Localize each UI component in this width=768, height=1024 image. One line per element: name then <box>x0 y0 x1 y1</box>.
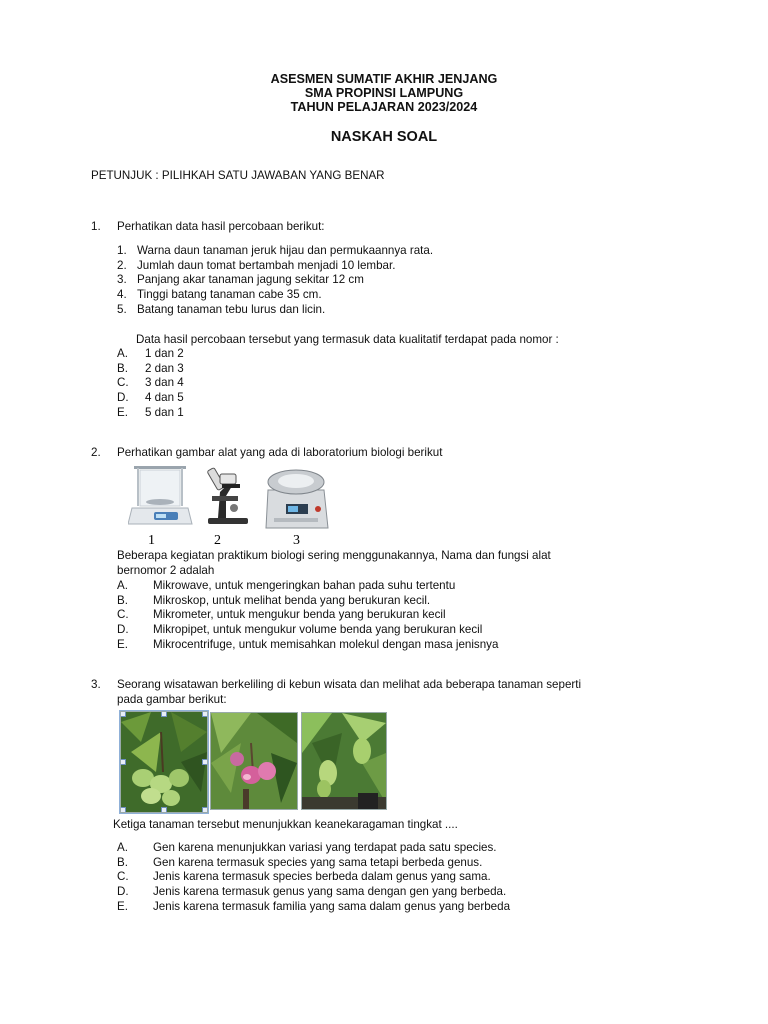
header-line-1: ASESMEN SUMATIF AKHIR JENJANG <box>270 72 498 86</box>
resize-handle[interactable] <box>120 759 126 765</box>
answer-options <box>117 347 184 421</box>
answer-option[interactable]: B. 2 dan 3 <box>117 361 184 375</box>
image-label-2: 2 <box>214 533 221 548</box>
mango-photo-1[interactable] <box>120 711 208 813</box>
mango-photo-3[interactable] <box>301 712 387 810</box>
data-list-item: 4. Tinggi batang tanaman cabe 35 cm. <box>117 288 322 302</box>
question-text: Perhatikan gambar alat yang ada di laboratorium biologi berikut <box>117 446 443 459</box>
mango-tree-image <box>302 713 386 809</box>
instruction-text: PETUNJUK : PILIHKAH SATU JAWABAN YANG BENAR <box>91 169 385 182</box>
answer-option[interactable]: C. 3 dan 4 <box>117 376 184 390</box>
resize-handle[interactable] <box>120 807 126 813</box>
answer-option[interactable]: B. Gen karena termasuk species yang sama tetapi berbeda genus. <box>117 855 483 869</box>
lab-equipment-image <box>128 462 338 548</box>
question-number: 2. <box>91 446 101 459</box>
answer-option[interactable]: E. 5 dan 1 <box>117 405 184 419</box>
data-list-item: 1. Warna daun tanaman jeruk hijau dan permukaannya rata. <box>117 244 434 257</box>
mango-tree-image <box>121 712 207 812</box>
data-list-item: 5. Batang tanaman tebu lurus dan licin. <box>117 302 326 316</box>
answer-option[interactable]: C. Jenis karena termasuk species berbeda dalam genus yang sama. <box>117 870 491 884</box>
answer-option[interactable]: C. Mikrometer, untuk mengukur benda yang berukuran kecil <box>117 608 446 622</box>
question-text: Perhatikan data hasil percobaan berikut: <box>117 220 325 233</box>
answer-option[interactable]: A. 1 dan 2 <box>117 347 184 360</box>
resize-handle[interactable] <box>161 711 167 717</box>
image-label-1: 1 <box>148 533 155 548</box>
answer-option[interactable]: D. Jenis karena termasuk genus yang sama dengan gen yang berbeda. <box>117 885 507 899</box>
image-label-3: 3 <box>293 533 300 548</box>
question-text: Seorang wisatawan berkeliling di kebun wisata dan melihat ada beberapa tanaman seperti <box>117 678 582 691</box>
question-prompt: Beberapa kegiatan praktikum biologi sering menggunakannya, Nama dan fungsi alat <box>117 549 551 562</box>
centrifuge-icon <box>266 470 328 528</box>
question-prompt: Ketiga tanaman tersebut menunjukkan keanekaragaman tingkat .... <box>113 818 458 831</box>
data-list-item: 2. Jumlah daun tomat bertambah menjadi 10 lembar. <box>117 258 396 272</box>
resize-handle[interactable] <box>202 759 208 765</box>
answer-option[interactable]: A. Mikrowave, untuk mengeringkan bahan pada suhu tertentu <box>117 579 456 592</box>
answer-options <box>117 841 510 915</box>
resize-handle[interactable] <box>202 711 208 717</box>
answer-option[interactable]: A. Gen karena menunjukkan variasi yang terdapat pada satu species. <box>117 841 497 854</box>
answer-option[interactable]: E. Mikrocentrifuge, untuk memisahkan molekul dengan masa jenisnya <box>117 637 499 651</box>
microscope-icon <box>207 467 248 524</box>
resize-handle[interactable] <box>161 807 167 813</box>
question-prompt: Data hasil percobaan tersebut yang termasuk data kualitatif terdapat pada nomor : <box>136 333 559 346</box>
header-line-3: TAHUN PELAJARAN 2023/2024 <box>290 100 478 114</box>
answer-option[interactable]: B. Mikroskop, untuk melihat benda yang berukuran kecil. <box>117 593 431 607</box>
question-number: 3. <box>91 678 101 691</box>
data-list-item: 3. Panjang akar tanaman jagung sekitar 12 cm <box>117 273 364 287</box>
answer-option[interactable]: D. 4 dan 5 <box>117 391 184 405</box>
resize-handle[interactable] <box>120 711 126 717</box>
question-number: 1. <box>91 220 101 233</box>
mango-photo-2[interactable] <box>210 712 298 810</box>
answer-option[interactable]: D. Mikropipet, untuk mengukur volume benda yang berukuran kecil <box>117 623 483 637</box>
analytical-balance-icon <box>128 466 192 524</box>
answer-options <box>117 579 498 653</box>
question-text-cont: pada gambar berikut: <box>117 693 227 706</box>
data-list <box>117 244 433 318</box>
question-prompt-cont: bernomor 2 adalah <box>117 564 215 577</box>
header-line-2: SMA PROPINSI LAMPUNG <box>304 86 464 100</box>
mango-tree-image <box>211 713 297 809</box>
lab-equipment-illustration <box>128 462 338 548</box>
resize-handle[interactable] <box>202 807 208 813</box>
document-title: NASKAH SOAL <box>330 129 438 145</box>
answer-option[interactable]: E. Jenis karena termasuk familia yang sama dalam genus yang berbeda <box>117 899 511 913</box>
